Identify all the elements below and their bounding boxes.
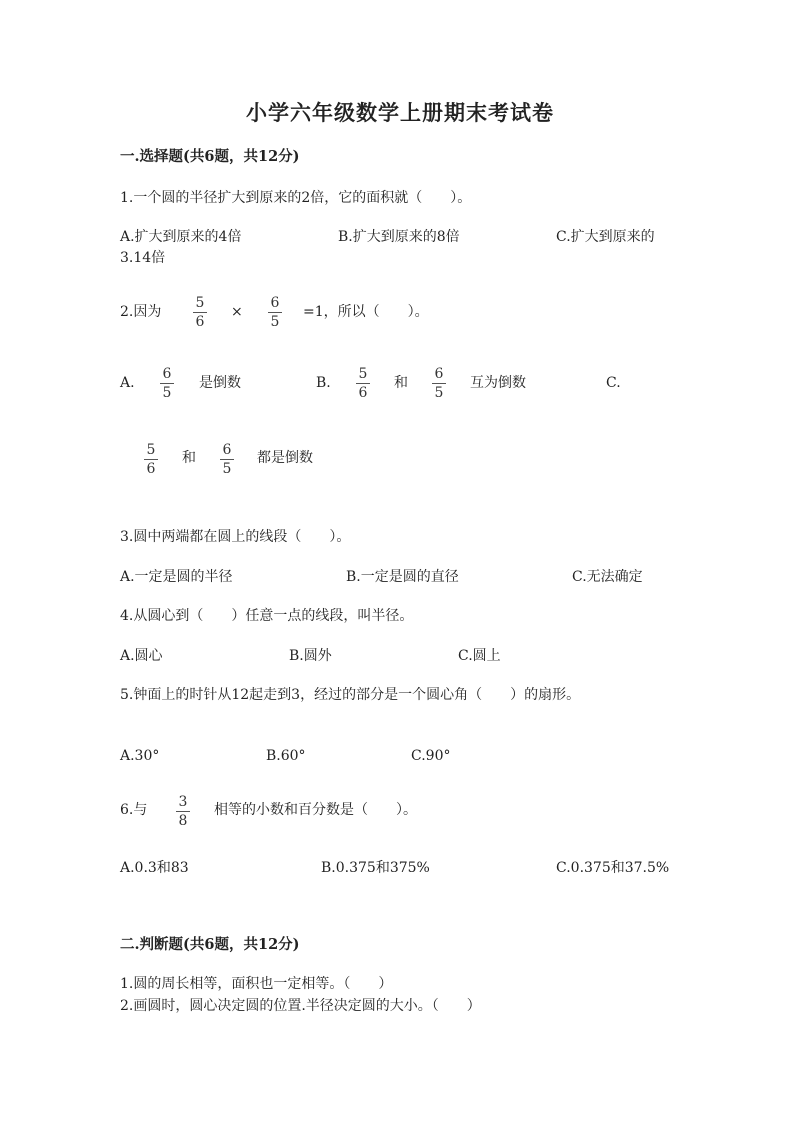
q2-stem-pre: 2.因为: [120, 304, 162, 320]
denominator: 5: [434, 385, 444, 401]
q2-option-b-label: B.: [316, 375, 331, 391]
q2-option-b-fraction-2: [432, 367, 446, 400]
q2-stem-post: =1，所以（ ）。: [303, 304, 429, 320]
q4-option-c: C.圆上: [458, 648, 501, 664]
q2-option-a-fraction: [160, 367, 174, 400]
q6-stem-post: 相等的小数和百分数是（ ）。: [214, 802, 417, 818]
q6-stem-pre: 6.与: [120, 802, 148, 818]
q1-option-a: A.扩大到原来的4倍: [120, 229, 242, 245]
q6-option-a: A.0.3和83: [120, 860, 189, 876]
q2-option-c-and: 和: [182, 450, 196, 466]
denominator: 6: [358, 385, 368, 401]
numerator: 3: [178, 794, 188, 810]
denominator: 8: [178, 813, 188, 829]
q5-option-a: A.30°: [120, 748, 160, 764]
q2-option-a-label: A.: [120, 375, 135, 391]
q2-option-b-text: 互为倒数: [470, 375, 526, 391]
section2-heading: 二.判断题(共6题，共12分): [120, 936, 300, 953]
q2-times-sign: ×: [231, 304, 243, 320]
numerator: 5: [195, 295, 205, 311]
page-title: 小学六年级数学上册期末考试卷: [246, 100, 554, 125]
q2-option-c-label: C.: [606, 375, 621, 391]
q4-option-b: B.圆外: [289, 648, 332, 664]
q3-option-b: B.一定是圆的直径: [346, 569, 459, 585]
q5-option-c: C.90°: [411, 748, 451, 764]
q6-fraction: [176, 795, 190, 828]
q2-option-c-fraction-2: [220, 443, 234, 476]
numerator: 6: [162, 366, 172, 382]
numerator: 5: [358, 366, 368, 382]
section1-heading: 一.选择题(共6题，共12分): [120, 148, 300, 165]
q2-option-b-fraction-1: [356, 367, 370, 400]
q1-stem: 1.一个圆的半径扩大到原来的2倍，它的面积就（ ）。: [120, 190, 472, 206]
denominator: 6: [146, 461, 156, 477]
q2-option-b-and: 和: [394, 375, 408, 391]
q2-fraction-2: [268, 296, 282, 329]
q2-fraction-1: [193, 296, 207, 329]
q3-stem: 3.圆中两端都在圆上的线段（ ）。: [120, 529, 351, 545]
q1-option-b: B.扩大到原来的8倍: [338, 229, 460, 245]
q6-option-b: B.0.375和375%: [321, 860, 430, 876]
q1-option-c: C.扩大到原来的: [556, 229, 655, 245]
q1-option-c-cont: 3.14倍: [120, 250, 166, 266]
denominator: 6: [195, 314, 205, 330]
numerator: 6: [222, 442, 232, 458]
q4-stem: 4.从圆心到（ ）任意一点的线段，叫半径。: [120, 608, 414, 624]
q5-stem: 5.钟面上的时针从12起走到3，经过的部分是一个圆心角（ ）的扇形。: [120, 687, 581, 703]
numerator: 5: [146, 442, 156, 458]
q3-option-a: A.一定是圆的半径: [120, 569, 233, 585]
numerator: 6: [434, 366, 444, 382]
denominator: 5: [270, 314, 280, 330]
denominator: 5: [222, 461, 232, 477]
judge-q2: 2.画圆时，圆心决定圆的位置.半径决定圆的大小。（ ）: [120, 998, 481, 1014]
q2-option-c-text: 都是倒数: [257, 450, 313, 466]
q4-option-a: A.圆心: [120, 648, 163, 664]
numerator: 6: [270, 295, 280, 311]
denominator: 5: [162, 385, 172, 401]
q2-option-c-fraction-1: [144, 443, 158, 476]
q2-option-a-text: 是倒数: [199, 375, 241, 391]
judge-q1: 1.圆的周长相等，面积也一定相等。（ ）: [120, 976, 393, 992]
q6-option-c: C.0.375和37.5%: [556, 860, 670, 876]
q5-option-b: B.60°: [266, 748, 306, 764]
q3-option-c: C.无法确定: [572, 569, 643, 585]
